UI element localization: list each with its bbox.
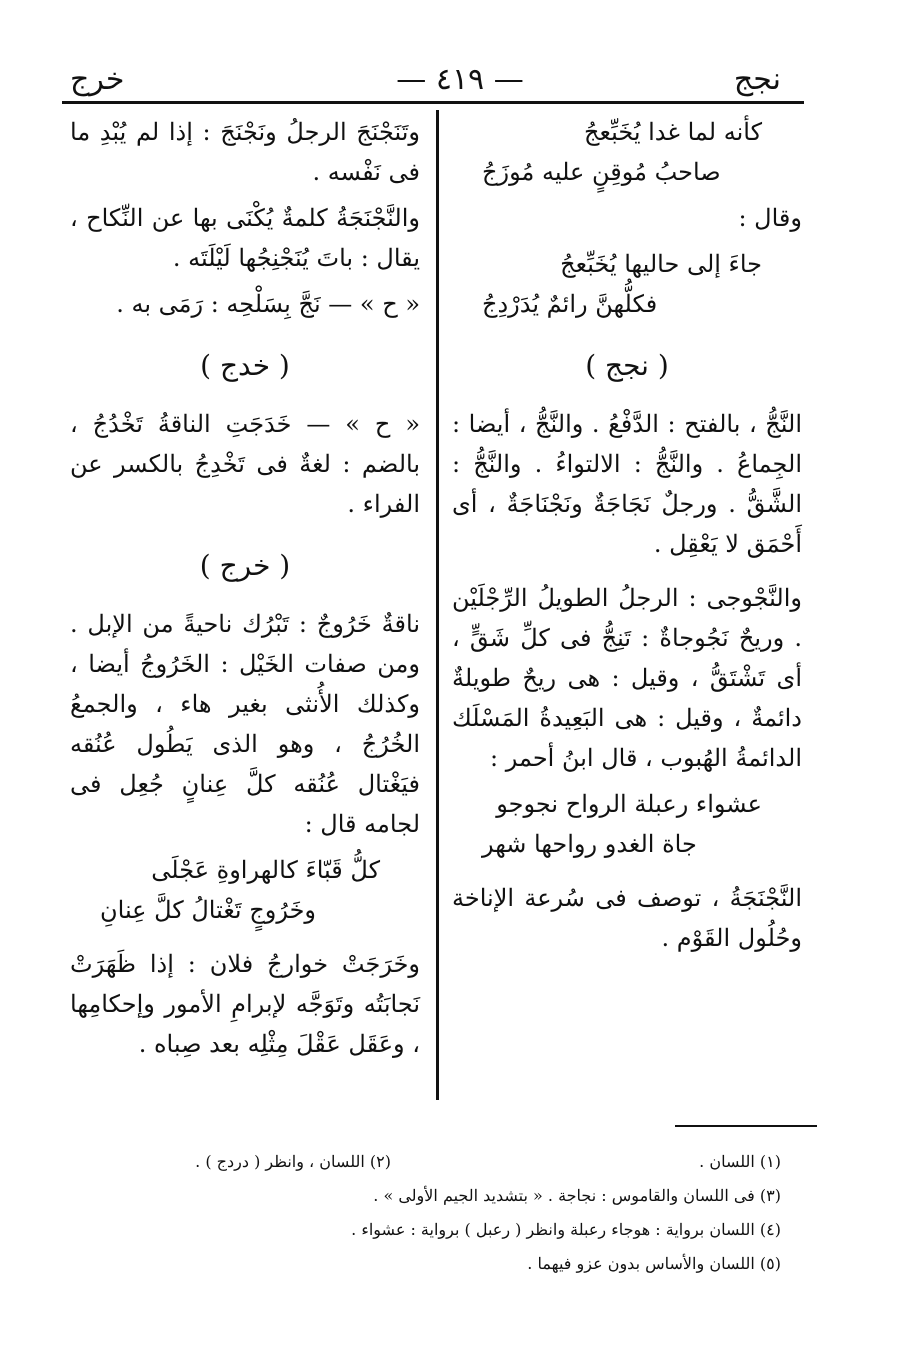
footnote-rule — [675, 1125, 817, 1127]
entry-paragraph: « ح » — خَدَجَتِ الناقةُ تَخْدُجُ ، بالضم : لغةٌ فى تَخْدِجُ بالكسر عن الفراء . — [70, 410, 420, 518]
page-number: — ٤١٩ — — [396, 62, 524, 97]
entry-paragraph: النَّجْنَجَةُ ، توصف فى سُرعة الإناخة وحُلُول القَوْم . — [452, 884, 802, 952]
footnotes — [81, 1148, 781, 1284]
entry-paragraph: والنَّجْوجى : الرجلُ الطويلُ الرِّجْلَيْن . وريحٌ نَجُوجاةٌ : تَنِجُّ فى كلِّ شَقٍّ ، أى تَشْتَقُّ ، وقيل : هى ريحٌ طويلةٌ دائمةٌ ، وقيل : هى البَعِيدةُ المَسْلَك الدائمةُ الهُبوب ، قال ابنُ أحمر : — [452, 584, 802, 772]
footnote: (١) اللسان . — [699, 1152, 781, 1171]
entry-heading: ( نجج ) — [585, 349, 669, 382]
verse-line: وخَرُوجٍ تَغْتالُ كلَّ عِنانِ — [100, 896, 316, 924]
verse-line: كلُّ قَبّاءَ كالهراوةِ عَجْلَى — [151, 856, 380, 884]
verse-line: كأنه لما غدا يُخَبِّعجُ — [584, 118, 762, 146]
header-root-left: خرج — [70, 62, 125, 97]
quote-intro: وقال : — [738, 204, 802, 232]
footnote: (٤) اللسان برواية : هوجاء رعبلة وانظر ( رعبل ) برواية : عشواء . — [351, 1220, 781, 1239]
footnote: (٣) فى اللسان والقاموس : نجاجة . « بتشديد الجيم الأولى » . — [373, 1186, 781, 1205]
entry-paragraph: وتَنَجْنَجَ الرجلُ ونَجْنَجَ : إذا لم يُبْدِ ما فى نَفْسه . — [70, 118, 420, 186]
entry-paragraph: ناقةٌ خَرُوجٌ : تَبْرُك ناحيةً من الإبل . ومن صفات الخَيْل : الخَرُوجُ أيضا ، وكذلك الأُنثى بغير هاء ، والجمعُ الخُرُجُ ، وهو الذى يَطُول عُنُقه فيَغْتال عُنُقه كلَّ عِنانٍ جُعِل فى لجامه قال : — [70, 610, 420, 838]
entry-paragraph: والنَّجْنَجَةُ كلمةٌ يُكْنَى بها عن النِّكاح ، يقال : باتَ يُنَجْنِجُها لَيْلَتَه . — [70, 204, 420, 272]
entry-heading: ( خدج ) — [200, 349, 290, 382]
verse-line: جاة الغدو رواحها شهر — [482, 830, 697, 858]
header-rule — [62, 101, 804, 104]
right-column — [452, 112, 802, 964]
entry-paragraph: وخَرَجَتْ خوارجُ فلان : إذا ظَهَرَتْ نَجابَتُه وتَوَجَّه لإبرامِ الأمور وإحكامِها ، وعَقَل عَقْلَ مِثْلِه بعد صِباه . — [70, 950, 420, 1058]
verse-line: جاءَ إلى حاليها يُخَبِّعجُ — [560, 250, 762, 278]
entry-paragraph: النَّجُّ ، بالفتح : الدَّفْعُ . والنَّجُّ ، أيضا : الجِماعُ . والنَّجُّ : الالتواءُ . والنَّجُّ : الشَّقُّ . ورجلٌ نَجَاجَةٌ ونَجْنَاجَةٌ ، أى أَحْمَق لا يَعْقِل . — [452, 410, 802, 558]
verse-line: عشواء رعبلة الرواح نجوجو — [496, 790, 762, 818]
header-root-right: نجج — [733, 62, 781, 97]
footnote: (٢) اللسان ، وانظر ( دردج ) . — [195, 1152, 391, 1171]
entry-heading: ( خرج ) — [199, 549, 291, 582]
footnote: (٥) اللسان والأساس بدون عزو فيهما . — [527, 1254, 781, 1273]
left-column — [70, 112, 420, 1070]
verse-line: صاحبُ مُوقِنٍ عليه مُوزَجُ — [482, 158, 721, 186]
entry-paragraph: « ح » — نَجَّ بِسَلْحِه : رَمَى به . — [116, 290, 420, 318]
column-divider — [436, 110, 439, 1100]
verse-line: فكلُّهنَّ رائمٌ يُدَرْدِجُ — [482, 290, 658, 318]
